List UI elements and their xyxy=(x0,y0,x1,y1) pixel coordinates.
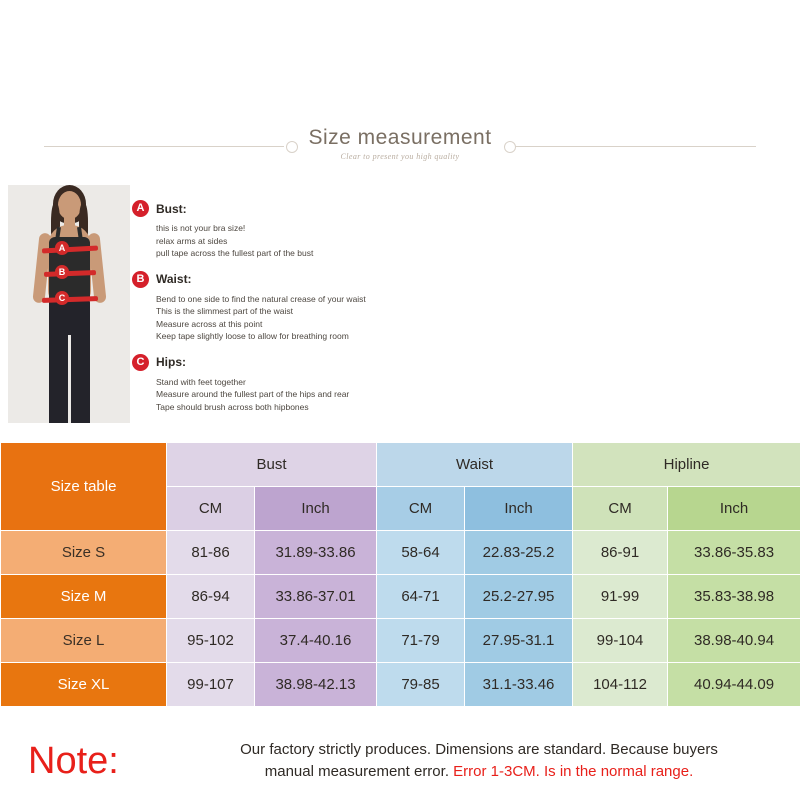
note-line-1: Our factory strictly produces. Dimensions are standard. Because buyers xyxy=(240,741,718,758)
table-size-label: Size S xyxy=(1,531,167,575)
table-header-row-groups xyxy=(1,443,800,487)
cell-bust-cm: 86-94 xyxy=(167,575,255,619)
cell-waist-inch: 25.2-27.95 xyxy=(465,575,573,619)
instructions xyxy=(132,200,562,424)
page-subtitle: Clear to present you high quality xyxy=(340,152,460,161)
table-unit-hip-cm: CM xyxy=(573,487,668,531)
cell-hip-inch: 40.94-44.09 xyxy=(668,663,800,707)
instruction-hips-title: Hips: xyxy=(156,355,186,369)
table-unit-bust-cm: CM xyxy=(167,487,255,531)
table-group-hipline: Hipline xyxy=(573,443,800,487)
instruction-hips-head xyxy=(132,354,562,371)
table-unit-hip-inch: Inch xyxy=(668,487,800,531)
note-line-2-black: manual measurement error. xyxy=(264,763,449,780)
cell-hip-inch: 35.83-38.98 xyxy=(668,575,800,619)
cell-bust-cm: 99-107 xyxy=(167,663,255,707)
instruction-line: pull tape across the fullest part of the bust xyxy=(156,248,314,258)
page-title: Size measurement xyxy=(308,126,492,149)
badge-a-icon: A xyxy=(132,200,149,217)
cell-waist-inch: 22.83-25.2 xyxy=(465,531,573,575)
note-label: Note: xyxy=(28,739,119,782)
badge-c-icon: C xyxy=(132,354,149,371)
table-unit-waist-inch: Inch xyxy=(465,487,573,531)
cell-waist-inch: 31.1-33.46 xyxy=(465,663,573,707)
cell-hip-cm: 104-112 xyxy=(573,663,668,707)
cell-bust-cm: 81-86 xyxy=(167,531,255,575)
instruction-waist-lines xyxy=(156,293,562,343)
cell-waist-cm: 71-79 xyxy=(377,619,465,663)
cell-bust-inch: 33.86-37.01 xyxy=(255,575,377,619)
note-body xyxy=(178,739,800,783)
table-size-label: Size M xyxy=(1,575,167,619)
instruction-bust-lines xyxy=(156,222,562,260)
instruction-line: Bend to one side to find the natural crease of your waist xyxy=(156,293,366,304)
cell-hip-cm: 86-91 xyxy=(573,531,668,575)
model-photo xyxy=(8,185,130,423)
note-line-2-red: Error 1-3CM. Is in the normal range. xyxy=(453,763,694,780)
table-row xyxy=(1,531,800,575)
table-group-waist: Waist xyxy=(377,443,573,487)
table-unit-bust-inch: Inch xyxy=(255,487,377,531)
note-line-2 xyxy=(178,761,780,783)
instruction-waist-title: Waist: xyxy=(156,272,192,286)
instruction-line: Measure across at this point xyxy=(156,318,263,329)
table-row xyxy=(1,619,800,663)
cell-waist-cm: 79-85 xyxy=(377,663,465,707)
table-corner-label: Size table xyxy=(1,443,167,531)
instruction-waist-head xyxy=(132,271,562,288)
instruction-line: Stand with feet together xyxy=(156,376,246,387)
photo-marker-c: C xyxy=(55,291,69,305)
size-table xyxy=(0,442,800,707)
instruction-bust-head xyxy=(132,200,562,217)
cell-hip-inch: 38.98-40.94 xyxy=(668,619,800,663)
instruction-line: Keep tape slightly loose to allow for breathing room xyxy=(156,331,349,341)
instruction-line: Tape should brush across both hipbones xyxy=(156,401,309,412)
table-group-bust: Bust xyxy=(167,443,377,487)
cell-bust-inch: 37.4-40.16 xyxy=(255,619,377,663)
badge-b-icon: B xyxy=(132,271,149,288)
instruction-hips-lines xyxy=(156,376,562,414)
table-row xyxy=(1,663,800,707)
cell-bust-inch: 38.98-42.13 xyxy=(255,663,377,707)
cell-bust-cm: 95-102 xyxy=(167,619,255,663)
instruction-line: relax arms at sides xyxy=(156,235,228,246)
instruction-line: this is not your bra size! xyxy=(156,223,246,233)
cell-waist-cm: 58-64 xyxy=(377,531,465,575)
model-leg-gap xyxy=(68,335,71,423)
table-size-label: Size L xyxy=(1,619,167,663)
instruction-bust xyxy=(132,200,562,260)
cell-bust-inch: 31.89-33.86 xyxy=(255,531,377,575)
cell-hip-inch: 33.86-35.83 xyxy=(668,531,800,575)
header xyxy=(0,126,800,176)
cell-waist-cm: 64-71 xyxy=(377,575,465,619)
cell-hip-cm: 91-99 xyxy=(573,575,668,619)
cell-hip-cm: 99-104 xyxy=(573,619,668,663)
cell-waist-inch: 27.95-31.1 xyxy=(465,619,573,663)
table-unit-waist-cm: CM xyxy=(377,487,465,531)
instruction-line: Measure around the fullest part of the hips and rear xyxy=(156,389,350,399)
note-section xyxy=(0,722,800,800)
photo-marker-b: B xyxy=(55,265,69,279)
table-row xyxy=(1,575,800,619)
instruction-hips xyxy=(132,354,562,414)
instruction-waist xyxy=(132,271,562,343)
photo-marker-a: A xyxy=(55,241,69,255)
instruction-bust-title: Bust: xyxy=(156,201,187,216)
instruction-line: This is the slimmest part of the waist xyxy=(156,306,293,316)
table-size-label: Size XL xyxy=(1,663,167,707)
